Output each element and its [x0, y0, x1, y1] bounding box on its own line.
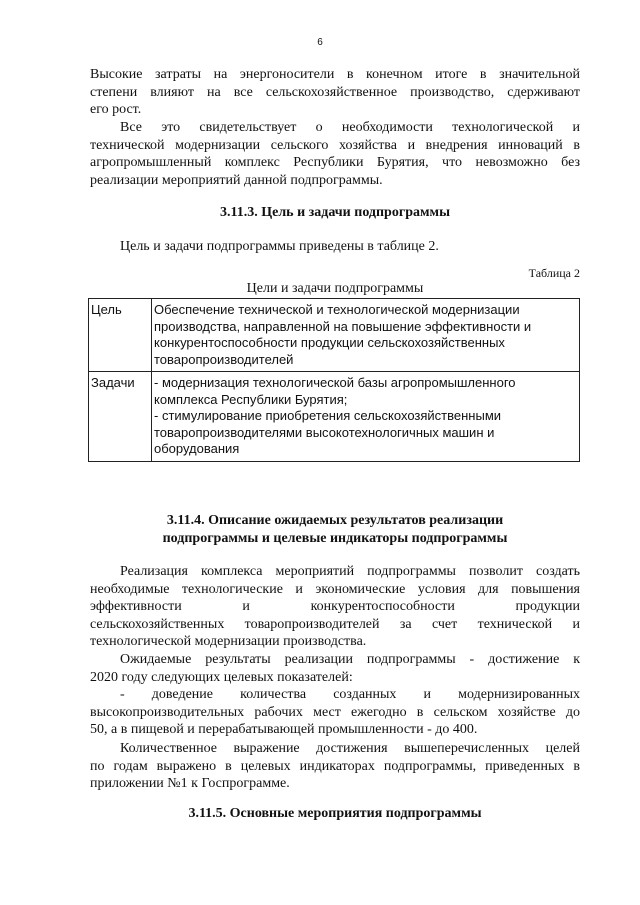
text-line: 50, а в пищевой и перерабатывающей промышленности - до 400. [90, 722, 478, 737]
text-line: Высокие затраты на энергоносители в конечном итоге в значительной [90, 67, 580, 82]
results-paragraph-4 [90, 740, 580, 793]
row-label: Цель [89, 299, 152, 372]
table-row [89, 299, 580, 372]
text-line: - доведение количества созданных и модернизированных [120, 687, 580, 702]
text-line: необходимые технологические и экономические условия для повышения [90, 581, 580, 597]
intro-paragraph [90, 66, 580, 119]
row-content [152, 372, 580, 462]
page-number: 6 [317, 37, 323, 48]
table-row [89, 372, 580, 462]
results-paragraph-3 [90, 686, 580, 739]
section-heading-3115: 3.11.5. Основные мероприятия подпрограммы [188, 806, 482, 821]
text-line: его рост. [90, 102, 142, 117]
section-heading-3113: 3.11.3. Цель и задачи подпрограммы [219, 205, 450, 220]
text-line: по годам выражено в целевых индикаторах подпрограммы, приведенных в [90, 758, 580, 774]
text-line: агропромышленный комплекс Республики Бурятия, что невозможно без [90, 155, 580, 170]
table-title: Цели и задачи подпрограммы [246, 281, 424, 296]
row-label: Задачи [89, 372, 152, 462]
cell-line: товаропроизводителями высокотехнологичных машин и [154, 424, 495, 440]
row-content [152, 299, 580, 372]
cell-line: товаропроизводителей [154, 351, 294, 367]
text-line: степени влияют на все сельскохозяйственное производство, сдерживают [90, 84, 580, 100]
intro-paragraph-2 [90, 119, 580, 189]
heading-line: 3.11.4. Описание ожидаемых результатов реализации [166, 513, 504, 528]
cell-line: производства, направленной на повышение эффективности и [154, 318, 532, 334]
cell-line: конкурентоспособности продукции сельскохозяйственных [154, 335, 505, 350]
text-line: технической модернизации сельского хозяйства и внедрения инноваций в [90, 137, 580, 153]
cell-line: Обеспечение технической и технологической модернизации [154, 302, 520, 317]
results-paragraph-2 [90, 651, 580, 686]
heading-line: подпрограммы и целевые индикаторы подпрограммы [162, 531, 508, 546]
cell-line: комплекса Республики Бурятия; [154, 391, 348, 407]
results-paragraph-1 [90, 563, 580, 651]
cell-line: оборудования [154, 441, 240, 456]
table-intro-text: Цель и задачи подпрограммы приведены в таблице 2. [120, 239, 439, 254]
text-line: Реализация комплекса мероприятий подпрограммы позволит создать [120, 564, 580, 579]
text-line: технологической модернизации производства. [90, 634, 367, 649]
goals-table [88, 298, 580, 462]
text-line: высокопроизводительных рабочих мест ежегодно в сельском хозяйстве до [90, 704, 580, 720]
cell-line: - стимулирование приобретения сельскохозяйственными [154, 408, 502, 423]
text-line: реализации мероприятий данной подпрограммы. [90, 172, 383, 188]
text-line: Ожидаемые результаты реализации подпрограммы - достижение к [120, 652, 580, 667]
table-caption: Таблица 2 [528, 266, 580, 280]
section-heading-3114 [90, 512, 580, 548]
text-line: эффективности и конкурентоспособности продукции [90, 599, 580, 614]
cell-line: - модернизация технологической базы агропромышленного [154, 375, 516, 390]
text-line: сельскохозяйственных товаропроизводителей за счет технической и [90, 616, 580, 632]
text-line: приложении №1 к Госпрограмме. [90, 776, 290, 791]
text-line: Количественное выражение достижения вышеперечисленных целей [120, 741, 580, 756]
text-line: Все это свидетельствует о необходимости технологической и [120, 120, 580, 135]
text-line: 2020 году следующих целевых показателей: [90, 669, 353, 685]
